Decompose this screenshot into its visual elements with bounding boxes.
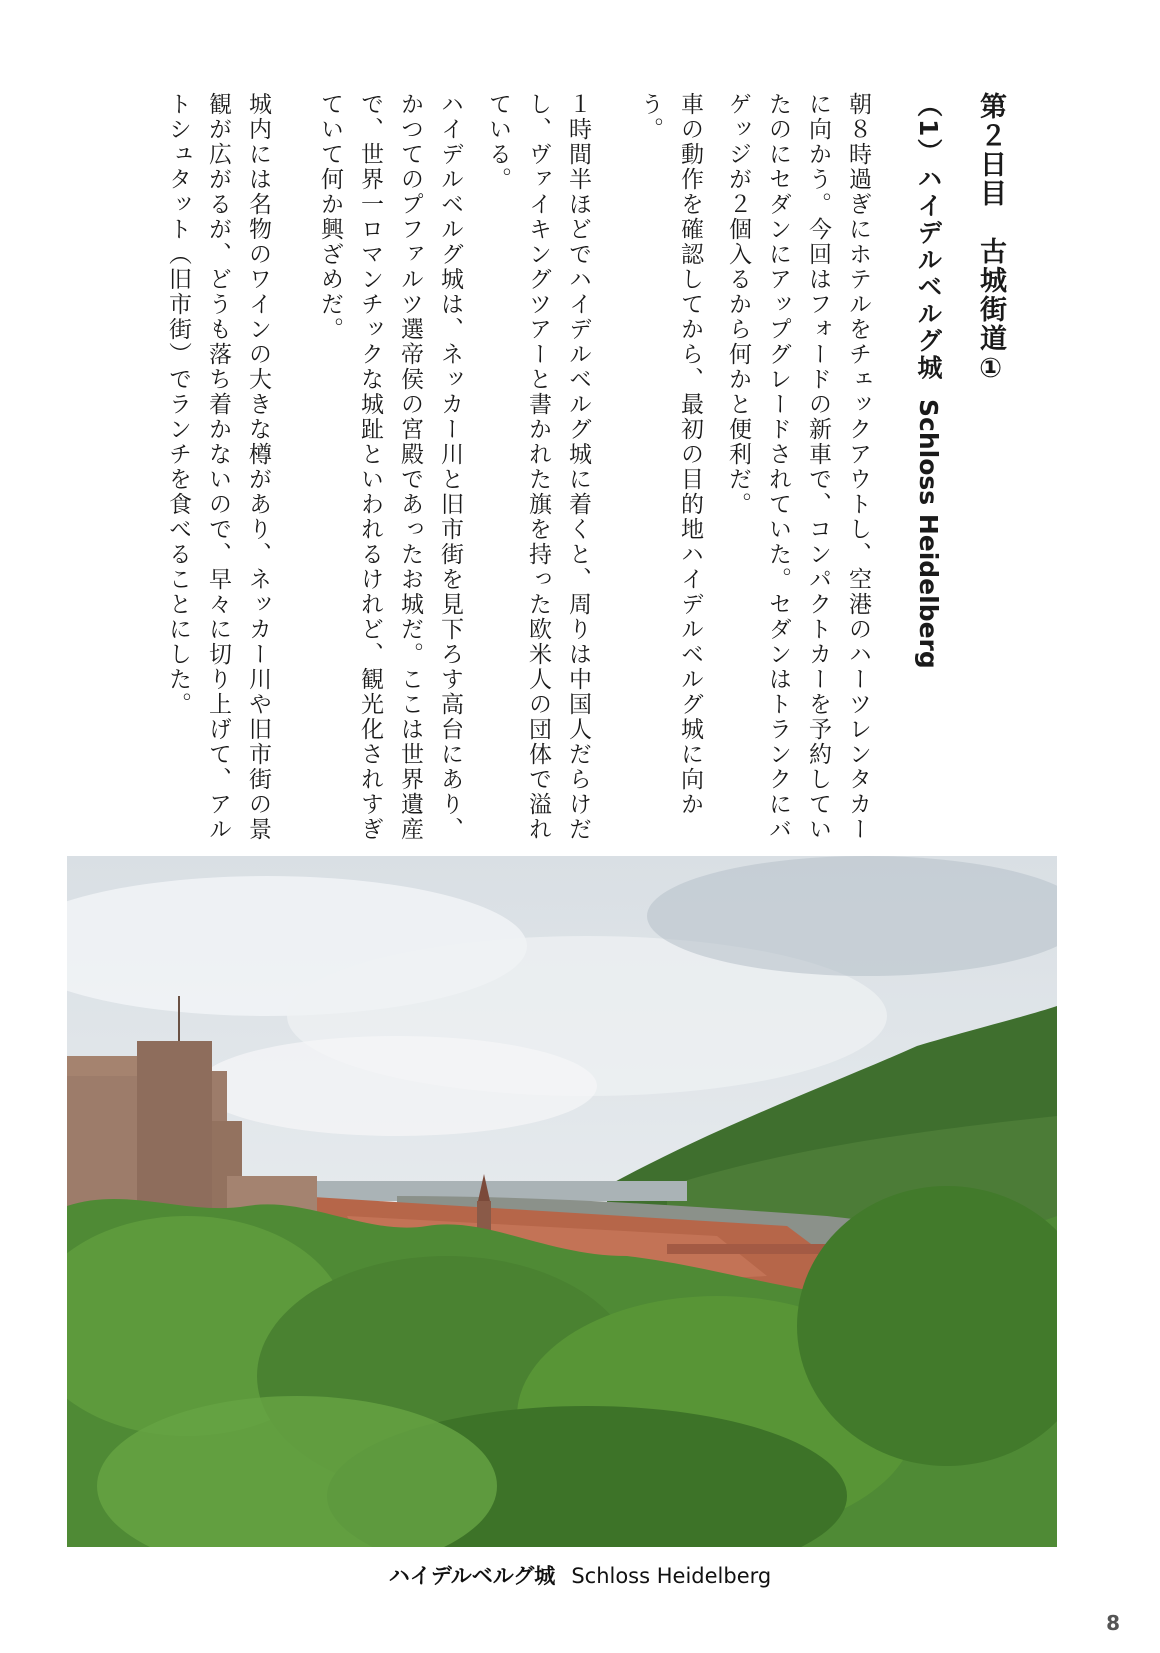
article-text: [110, 92, 1010, 852]
photo-caption: [0, 1560, 1160, 1590]
page-heading: 第２日目 古城街道①: [975, 92, 1006, 386]
castle-tower: [137, 1041, 212, 1221]
paragraph-4: ハイデルベルグ城は、ネッカー川と旧市街を見下ろす高台にあり、かつてのプファルツ選帝侯の宮殿であったお城だ。ここは世界遺産で、世界一ロマンチックな城趾といわれるけれど、観光化されすぎていて何か興ざめだ。: [317, 92, 463, 842]
paragraph-5: 城内には名物のワインの大きな樽があり、ネッカー川や旧市街の景観が広がるが、どうも落ち着かないので、早々に切り上げて、アルトシュタット（旧市街）でランチを食べることにした。: [165, 92, 271, 842]
section-title-latin: Schloss Heidelberg: [914, 399, 943, 670]
section-title-jp: （1）ハイデルベルグ城: [914, 92, 943, 382]
section-title: [908, 92, 948, 852]
cloud: [197, 1036, 597, 1136]
page-number: 8: [1106, 1611, 1120, 1635]
paragraph-3: １時間半ほどでハイデルベルグ城に着くと、周りは中国人だらけだし、ヴァイキングツアーと書かれた旗を持った欧米人の団体で溢れている。: [485, 92, 591, 842]
caption-latin: Schloss Heidelberg: [571, 1564, 772, 1588]
caption-jp: ハイデルベルグ城: [388, 1564, 556, 1588]
castle-roof: [67, 1056, 137, 1076]
paragraph-2: 車の動作を確認してから、最初の目的地ハイデルベルグ城に向かう。: [637, 92, 703, 817]
paragraph-1: 朝８時過ぎにホテルをチェックアウトし、空港のハーツレンタカーに向かう。今回はフォードの新車で、コンパクトカーを予約していたのにセダンにアップグレードされていた。セダンはトランクにバゲッジが２個入るから何かと便利だ。: [725, 92, 871, 842]
landscape-illustration: [67, 856, 1057, 1547]
heidelberg-castle-photo: [67, 856, 1057, 1547]
